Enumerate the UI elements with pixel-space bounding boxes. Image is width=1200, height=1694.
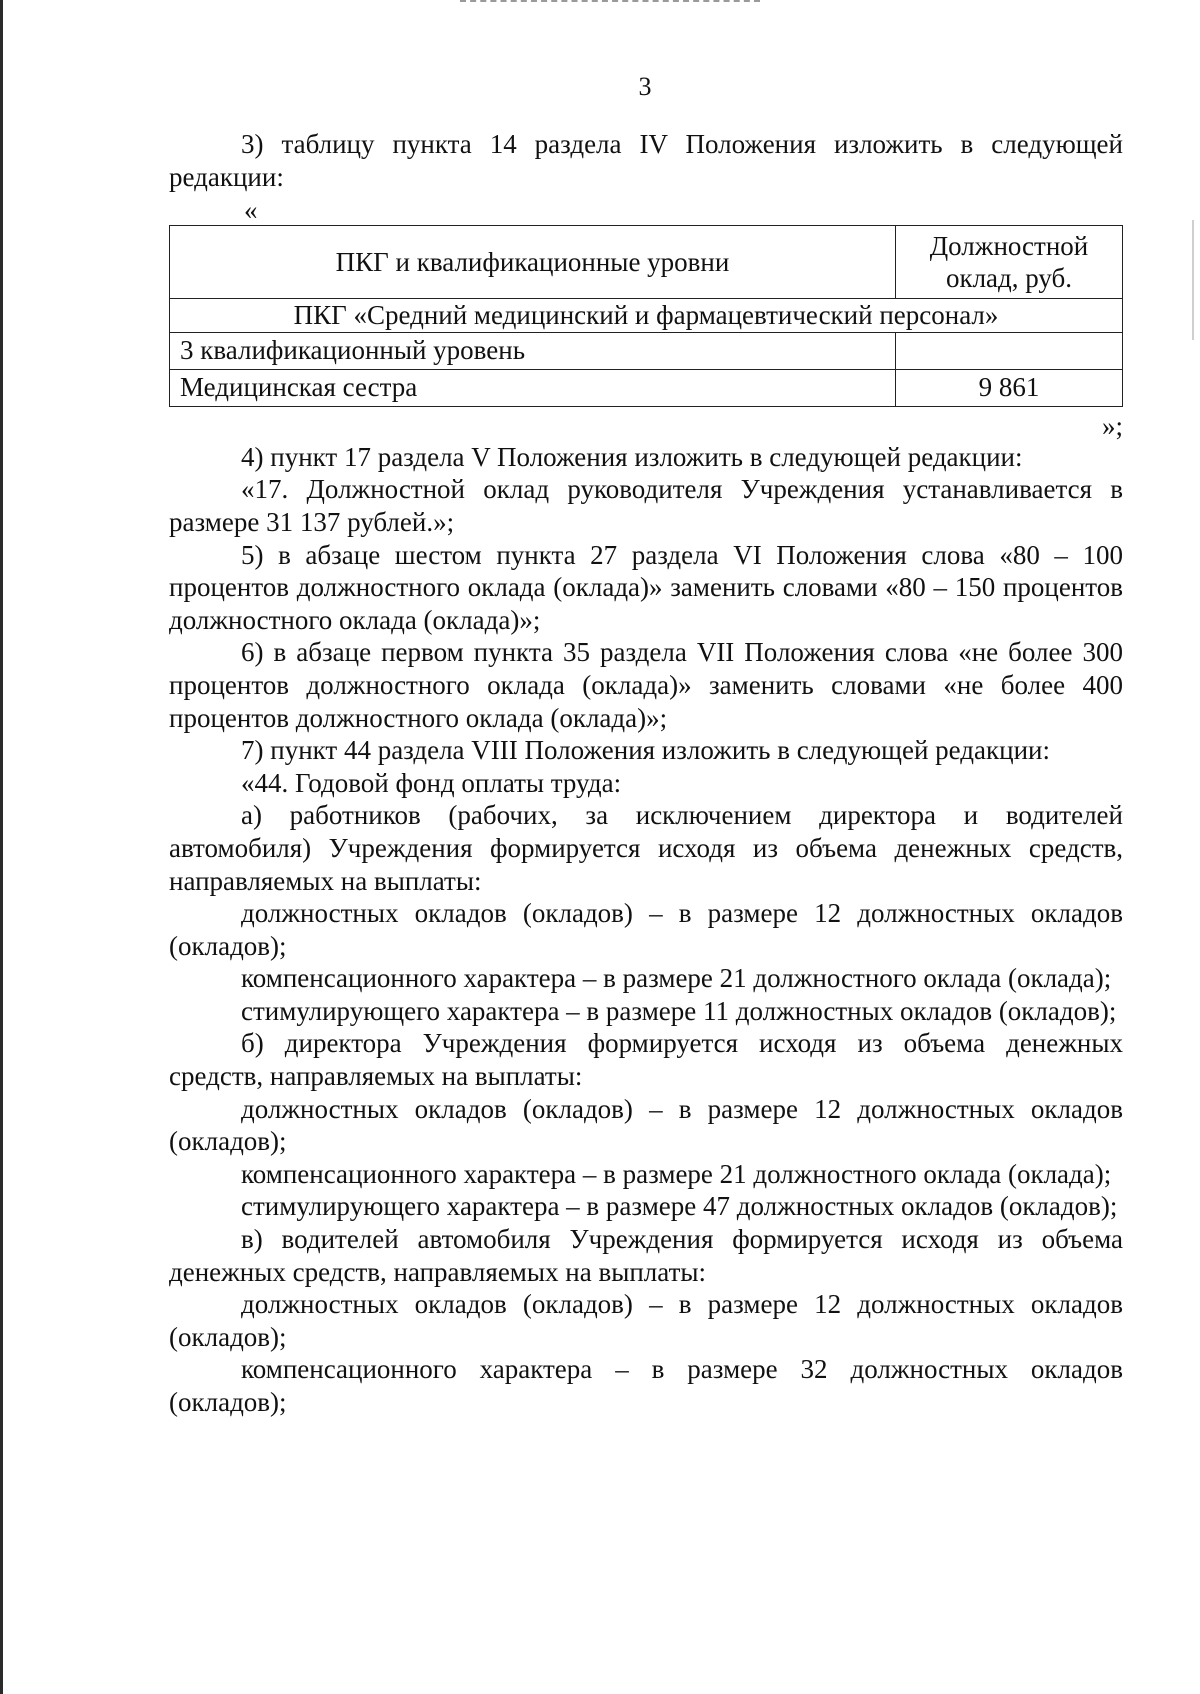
paragraph-intro: 3) таблицу пункта 14 раздела IV Положения изложить в следующей редакции: (169, 129, 1123, 192)
paragraph: компенсационного характера – в размере 21 должностного оклада (оклада); (241, 963, 1112, 994)
table-cell-position: Медицинская сестра (170, 369, 896, 406)
table-row (170, 369, 1123, 406)
paragraph: стимулирующего характера – в размере 11 должностных окладов (окладов); (241, 995, 1117, 1026)
paragraph: 4) пункт 17 раздела V Положения изложить в следующей редакции: (241, 441, 1023, 472)
scan-left-edge (0, 0, 3, 1694)
paragraph: а) работников (рабочих, за исключением директора и водителей автомобиля) Учреждения формируется исходя из объема денежных средств, направляемых на выплаты: (169, 800, 1123, 896)
scan-top-artifact (460, 0, 760, 4)
table-quote-open: « (244, 195, 258, 226)
table-group-title: ПКГ «Средний медицинский и фармацевтический персонал» (170, 299, 1123, 333)
scan-right-edge (1192, 220, 1194, 340)
paragraph: «17. Должностной оклад руководителя Учреждения устанавливается в размере 31 137 рублей.»; (169, 474, 1123, 537)
table-cell-value (896, 332, 1123, 369)
table-row (170, 332, 1123, 369)
paragraph: должностных окладов (окладов) – в размере 12 должностных окладов (окладов); (169, 898, 1123, 961)
table-header-pkg: ПКГ и квалификационные уровни (170, 226, 896, 299)
paragraph: 5) в абзаце шестом пункта 27 раздела VI Положения слова «80 – 100 процентов должностного оклада (оклада)» заменить словами «80 – 150 процентов должностного оклада (оклада)»; (169, 539, 1123, 635)
table-quote-close: »; (1101, 410, 1123, 441)
paragraph: должностных окладов (окладов) – в размере 12 должностных окладов (окладов); (169, 1289, 1123, 1352)
salary-table (169, 225, 1123, 407)
table-header-row (170, 226, 1123, 299)
document-body (169, 128, 1123, 1419)
paragraph: компенсационного характера – в размере 21 должностного оклада (оклада); (241, 1158, 1112, 1189)
paragraph: в) водителей автомобиля Учреждения формируется исходя из объема денежных средств, направляемых на выплаты: (169, 1224, 1123, 1287)
table-group-row (170, 299, 1123, 333)
table-cell-level: 3 квалификационный уровень (170, 332, 896, 369)
paragraph: стимулирующего характера – в размере 47 должностных окладов (окладов); (241, 1191, 1118, 1222)
table-cell-value: 9 861 (896, 369, 1123, 406)
paragraph: б) директора Учреждения формируется исходя из объема денежных средств, направляемых на выплаты: (169, 1028, 1123, 1092)
paragraph: должностных окладов (окладов) – в размере 12 должностных окладов (окладов); (169, 1093, 1123, 1157)
paragraph: «44. Годовой фонд оплаты труда: (241, 767, 622, 798)
table-header-salary: Должностной оклад, руб. (896, 226, 1123, 299)
paragraph: 7) пункт 44 раздела VIII Положения изложить в следующей редакции: (241, 735, 1050, 766)
page-number: 3 (638, 72, 652, 101)
paragraph: компенсационного характера – в размере 32 должностных окладов (окладов); (169, 1354, 1123, 1417)
paragraph: 6) в абзаце первом пункта 35 раздела VII Положения слова «не более 300 процентов должностного оклада (оклада)» заменить словами «не более 400 процентов должностного оклада (оклада)»; (169, 637, 1123, 733)
